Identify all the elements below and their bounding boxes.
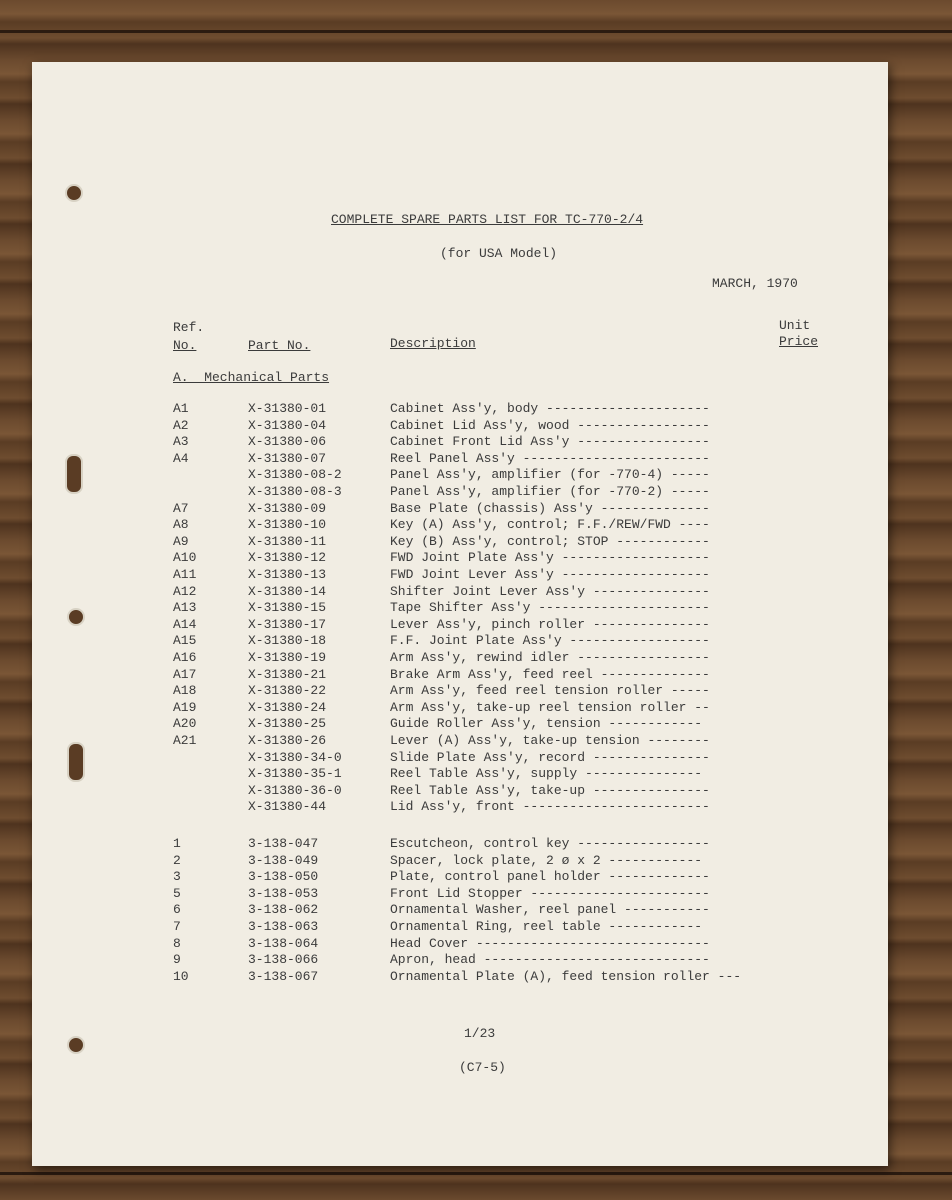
- part-number: X-31380-08-2: [248, 467, 342, 483]
- ref-number: 3: [173, 869, 181, 885]
- col-unit-bottom: Price: [779, 334, 819, 349]
- page-number: 1/23: [464, 1026, 496, 1041]
- part-description: FWD Joint Plate Ass'y -------------------: [390, 550, 710, 566]
- part-description: Head Cover ------------------------------: [390, 935, 710, 951]
- part-number: X-31380-09: [248, 500, 327, 516]
- part-description: Lever (A) Ass'y, take-up tension --------: [390, 733, 710, 748]
- ref-number: A11: [173, 567, 197, 582]
- part-number: X-31380-34-0: [248, 749, 342, 765]
- list-item: [32, 534, 888, 550]
- part-number: X-31380-22: [248, 683, 327, 699]
- col-ref-bottom: No.: [173, 338, 197, 353]
- part-description: Base Plate (chassis) Ass'y --------------: [390, 500, 710, 516]
- part-number: X-31380-15: [248, 600, 327, 616]
- list-item: [32, 783, 888, 799]
- ref-number: 6: [173, 902, 181, 918]
- document-code: (C7-5): [459, 1060, 506, 1075]
- list-item: [32, 799, 888, 815]
- list-item: [32, 467, 888, 483]
- ref-number: A1: [173, 401, 189, 416]
- ref-number: A2: [173, 417, 189, 433]
- punch-hole: [67, 1036, 85, 1054]
- list-item: [32, 567, 888, 583]
- part-description: Key (B) Ass'y, control; STOP ------------: [390, 533, 710, 549]
- part-number: X-31380-19: [248, 650, 327, 665]
- part-number: X-31380-10: [248, 517, 327, 533]
- part-description: Cabinet Front Lid Ass'y -----------------: [390, 434, 710, 450]
- part-number: 3-138-066: [248, 952, 319, 968]
- list-item: [32, 683, 888, 699]
- part-number: X-31380-17: [248, 616, 327, 632]
- ref-number: A7: [173, 500, 189, 516]
- part-number: X-31380-24: [248, 699, 327, 715]
- part-description: Ornamental Ring, reel table ------------: [390, 919, 703, 934]
- part-description: Spacer, lock plate, 2 ø x 2 ------------: [390, 852, 703, 868]
- part-number: 3-138-050: [248, 869, 319, 885]
- ref-number: A15: [173, 633, 197, 649]
- part-description: Panel Ass'y, amplifier (for -770-2) -----: [390, 484, 710, 499]
- list-item: [32, 650, 888, 666]
- list-item: [32, 869, 888, 885]
- list-item: [32, 750, 888, 766]
- col-part-no: Part No.: [248, 338, 311, 353]
- part-description: Slide Plate Ass'y, record ---------------: [390, 749, 710, 765]
- ref-number: 1: [173, 836, 181, 851]
- ref-number: A12: [173, 583, 197, 599]
- part-number: X-31380-04: [248, 417, 327, 433]
- ref-number: A17: [173, 666, 197, 682]
- part-description: Arm Ass'y, rewind idler -----------------: [390, 650, 710, 665]
- ref-number: 9: [173, 952, 181, 968]
- part-number: 3-138-062: [248, 902, 319, 918]
- part-number: X-31380-12: [248, 550, 327, 566]
- ref-number: A4: [173, 450, 189, 466]
- list-item: [32, 451, 888, 467]
- part-number: 3-138-049: [248, 852, 319, 868]
- list-item: [32, 584, 888, 600]
- list-item: [32, 617, 888, 633]
- part-number: X-31380-18: [248, 633, 327, 649]
- document-date: MARCH, 1970: [712, 276, 798, 291]
- part-description: Arm Ass'y, feed reel tension roller -----: [390, 683, 710, 699]
- document-page: [32, 62, 888, 1166]
- list-item: [32, 600, 888, 616]
- part-number: X-31380-25: [248, 716, 327, 732]
- part-description: Brake Arm Ass'y, feed reel --------------: [390, 666, 710, 682]
- ref-number: A14: [173, 616, 197, 632]
- part-description: Lid Ass'y, front ------------------------: [390, 799, 710, 815]
- ref-number: 2: [173, 852, 181, 868]
- ref-number: 7: [173, 919, 181, 934]
- part-description: Apron, head -----------------------------: [390, 952, 710, 968]
- part-number: X-31380-21: [248, 666, 327, 682]
- part-description: Arm Ass'y, take-up reel tension roller --: [390, 699, 710, 715]
- ref-number: A10: [173, 550, 197, 566]
- part-description: Key (A) Ass'y, control; F.F./REW/FWD ----: [390, 517, 710, 533]
- part-number: X-31380-44: [248, 799, 327, 815]
- part-number: X-31380-08-3: [248, 484, 342, 499]
- list-item: [32, 886, 888, 902]
- list-item: [32, 853, 888, 869]
- part-description: Reel Table Ass'y, take-up ---------------: [390, 782, 710, 798]
- col-description: Description: [390, 336, 476, 351]
- part-number: 3-138-047: [248, 836, 319, 851]
- list-item: [32, 936, 888, 952]
- list-item: [32, 550, 888, 566]
- part-description: Panel Ass'y, amplifier (for -770-4) -----: [390, 467, 710, 483]
- ref-number: A16: [173, 650, 197, 665]
- list-item: [32, 969, 888, 985]
- part-number: 3-138-064: [248, 935, 319, 951]
- col-ref-top: Ref.: [173, 320, 205, 335]
- punch-hole: [65, 184, 83, 202]
- part-description: FWD Joint Lever Ass'y -------------------: [390, 567, 710, 582]
- part-description: Tape Shifter Ass'y ----------------------: [390, 600, 710, 616]
- ref-number: 8: [173, 935, 181, 951]
- part-description: Reel Panel Ass'y ------------------------: [390, 450, 710, 466]
- ref-number: A20: [173, 716, 197, 732]
- wood-seam: [0, 30, 952, 33]
- list-item: [32, 501, 888, 517]
- part-number: X-31380-36-0: [248, 782, 342, 798]
- part-description: Cabinet Ass'y, body ---------------------: [390, 401, 710, 416]
- part-number: X-31380-13: [248, 567, 327, 582]
- wood-seam: [0, 1172, 952, 1175]
- part-description: Plate, control panel holder -------------: [390, 869, 710, 885]
- document-title: COMPLETE SPARE PARTS LIST FOR TC-770-2/4: [331, 212, 644, 227]
- part-number: X-31380-01: [248, 401, 327, 416]
- list-item: [32, 902, 888, 918]
- list-item: [32, 633, 888, 649]
- list-item: [32, 434, 888, 450]
- ref-number: 10: [173, 968, 189, 984]
- part-description: Escutcheon, control key -----------------: [390, 836, 710, 851]
- ref-number: A3: [173, 434, 189, 450]
- part-number: 3-138-063: [248, 919, 319, 934]
- list-item: [32, 418, 888, 434]
- ref-number: 5: [173, 885, 181, 901]
- ref-number: A21: [173, 733, 197, 748]
- part-description: F.F. Joint Plate Ass'y ------------------: [390, 633, 710, 649]
- ref-number: A8: [173, 517, 189, 533]
- document-subtitle: (for USA Model): [440, 246, 558, 261]
- list-item: [32, 716, 888, 732]
- part-description: Ornamental Washer, reel panel -----------: [390, 902, 710, 918]
- part-description: Cabinet Lid Ass'y, wood -----------------: [390, 417, 710, 433]
- list-item: [32, 952, 888, 968]
- part-number: X-31380-14: [248, 583, 327, 599]
- part-description: Front Lid Stopper -----------------------: [390, 885, 710, 901]
- list-item: [32, 919, 888, 935]
- list-item: [32, 700, 888, 716]
- part-number: X-31380-11: [248, 533, 327, 549]
- list-item: [32, 667, 888, 683]
- part-description: Guide Roller Ass'y, tension ------------: [390, 716, 703, 732]
- list-item: [32, 766, 888, 782]
- part-number: 3-138-067: [248, 968, 319, 984]
- part-description: Lever Ass'y, pinch roller ---------------: [390, 616, 710, 632]
- ref-number: A13: [173, 600, 197, 616]
- ref-number: A9: [173, 533, 189, 549]
- section-title: A. Mechanical Parts: [173, 370, 330, 385]
- list-item: [32, 836, 888, 852]
- ref-number: A18: [173, 683, 197, 699]
- col-unit-top: Unit: [779, 318, 811, 333]
- part-number: X-31380-06: [248, 434, 327, 450]
- list-item: [32, 517, 888, 533]
- part-number: X-31380-26: [248, 733, 327, 748]
- part-number: X-31380-35-1: [248, 766, 342, 782]
- list-item: [32, 401, 888, 417]
- ref-number: A19: [173, 699, 197, 715]
- part-number: 3-138-053: [248, 885, 319, 901]
- part-description: Shifter Joint Lever Ass'y ---------------: [390, 583, 710, 599]
- list-item: [32, 733, 888, 749]
- part-number: X-31380-07: [248, 450, 327, 466]
- part-description: Reel Table Ass'y, supply ---------------: [390, 766, 703, 782]
- list-item: [32, 484, 888, 500]
- part-description: Ornamental Plate (A), feed tension roller ---: [390, 968, 742, 984]
